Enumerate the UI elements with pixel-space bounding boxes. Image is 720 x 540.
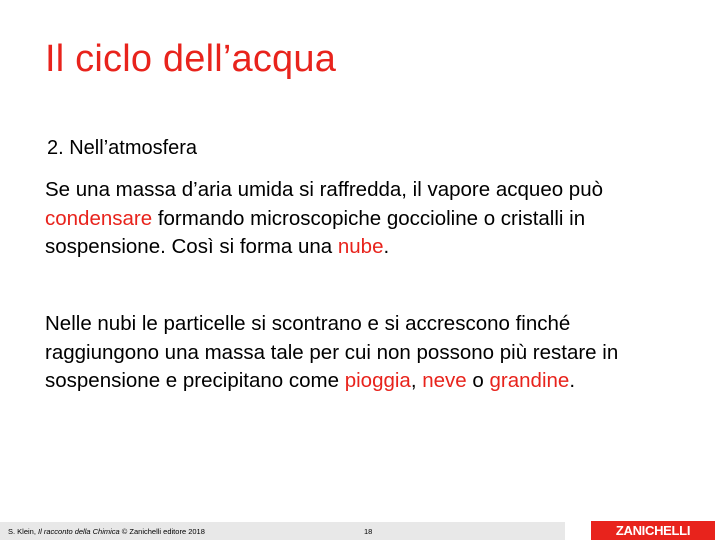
page-number: 18 — [364, 527, 373, 536]
paragraph-text: Nelle nubi le particelle si scontrano e si accrescono finché raggiungono una massa tale per cui non possono più restare in sospensione e precipitano come — [45, 312, 619, 392]
slide-footer — [0, 518, 720, 540]
paragraph-condensation — [45, 176, 675, 262]
slide-subtitle: 2. Nell’atmosfera — [47, 137, 198, 159]
keyword-neve: neve — [422, 369, 467, 392]
keyword-condensare: condensare — [45, 206, 153, 230]
credit-book-title: Il racconto della Chimica — [38, 527, 120, 536]
paragraph-precipitation — [45, 310, 675, 396]
paragraph-text: o — [466, 369, 490, 392]
keyword-grandine: grandine — [489, 369, 570, 392]
paragraph-text: . — [383, 235, 390, 258]
keyword-pioggia: pioggia — [344, 369, 411, 392]
footer-credit — [8, 527, 205, 536]
paragraph-text: . — [569, 369, 576, 392]
zanichelli-logo: ZANICHELLI — [591, 521, 715, 540]
paragraph-text: formando microscopiche goccioline o cristalli in sospensione. Così si forma una — [45, 206, 586, 258]
paragraph-text: , — [410, 369, 423, 392]
credit-author: S. Klein, — [8, 527, 39, 536]
credit-publisher: © Zanichelli editore 2018 — [119, 527, 205, 536]
slide-title: Il ciclo dell’acqua — [45, 38, 337, 80]
keyword-nube: nube — [337, 235, 384, 258]
paragraph-text: Se una massa d’aria umida si raffredda, il vapore acqueo può — [45, 178, 604, 201]
